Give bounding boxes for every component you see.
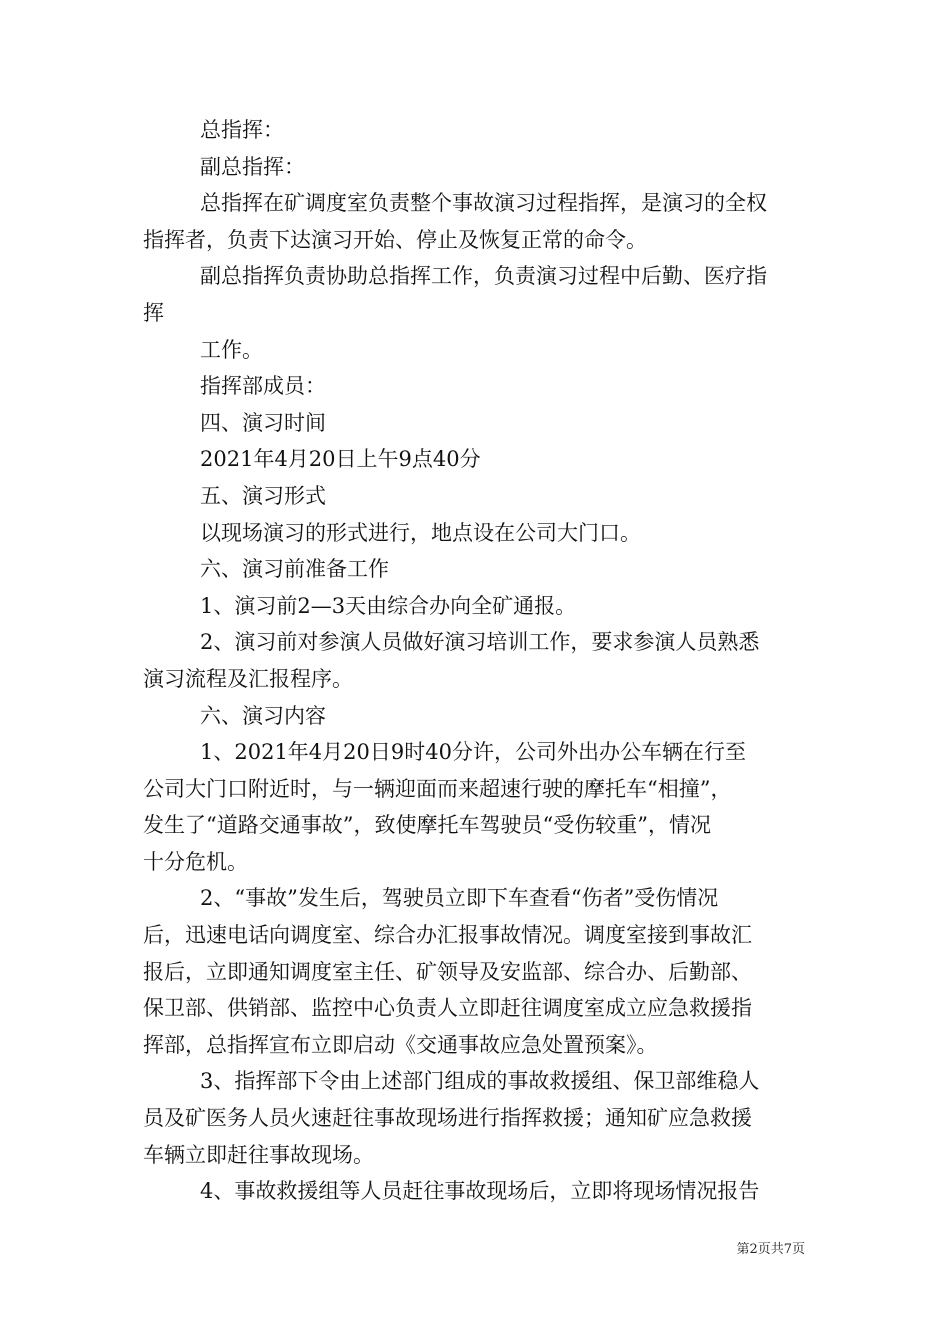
- text-line: 2、演习前对参演人员做好演习培训工作，要求参演人员熟悉: [200, 630, 760, 655]
- text-line: 六、演习内容: [200, 703, 326, 728]
- text-line: 1、演习前2—3天由综合办向全矿通报。: [200, 593, 577, 618]
- text-line: 1、2021年4月20日9时40分许，公司外出办公车辆在行至: [200, 740, 746, 765]
- text-line: 总指挥：: [200, 118, 284, 142]
- text-line: 指挥部成员：: [200, 374, 326, 399]
- text-line: 3、指挥部下令由上述部门组成的事故救援组、保卫部维稳人: [200, 1069, 760, 1094]
- text-line: 总指挥在矿调度室负责整个事故演习过程指挥，是演习的全权: [200, 191, 767, 216]
- text-line: 发生了“道路交通事故”，致使摩托车驾驶员“受伤较重”，情况: [143, 813, 711, 838]
- text-line: 演习流程及汇报程序。: [143, 666, 353, 691]
- text-line: 公司大门口附近时，与一辆迎面而来超速行驶的摩托车“相撞”，: [143, 776, 732, 801]
- text-line: 挥部，总指挥宣布立即启动《交通事故应急处置预案》。: [143, 1032, 658, 1057]
- text-line: 十分危机。: [143, 849, 248, 874]
- text-line: 车辆立即赶往事故现场。: [143, 1142, 374, 1167]
- text-line: 六、演习前准备工作: [200, 557, 389, 582]
- text-line: 4、事故救援组等人员赶往事故现场后，立即将现场情况报告: [200, 1179, 760, 1204]
- document-body: [143, 112, 807, 1210]
- text-line: 员及矿医务人员火速赶往事故现场进行指挥救援；通知矿应急救援: [143, 1106, 752, 1131]
- text-line: 报后，立即通知调度室主任、矿领导及安监部、综合办、后勤部、: [143, 959, 752, 984]
- text-line: 五、演习形式: [200, 483, 326, 508]
- text-line: 保卫部、供销部、监控中心负责人立即赶往调度室成立应急救援指: [143, 996, 752, 1021]
- text-line: 2021年4月20日上午9点40分: [200, 447, 481, 472]
- text-line: 工作。: [200, 337, 263, 362]
- text-line: 2、“事故”发生后，驾驶员立即下车查看“伤者”受伤情况: [200, 886, 719, 911]
- text-line: 副总指挥负责协助总指挥工作，负责演习过程中后勤、医疗指: [200, 264, 767, 289]
- page-number-label: 第2页共7页: [736, 1242, 805, 1257]
- text-line: 副总指挥：: [200, 154, 305, 179]
- text-line: 后，迅速电话向调度室、综合办汇报事故情况。调度室接到事故汇: [143, 923, 752, 948]
- text-line: 挥: [143, 300, 164, 325]
- text-line: 四、演习时间: [200, 410, 326, 435]
- text-line: 以现场演习的形式进行，地点设在公司大门口。: [200, 520, 641, 545]
- text-line: 指挥者，负责下达演习开始、停止及恢复正常的命令。: [143, 227, 647, 252]
- page-footer: [736, 1240, 805, 1260]
